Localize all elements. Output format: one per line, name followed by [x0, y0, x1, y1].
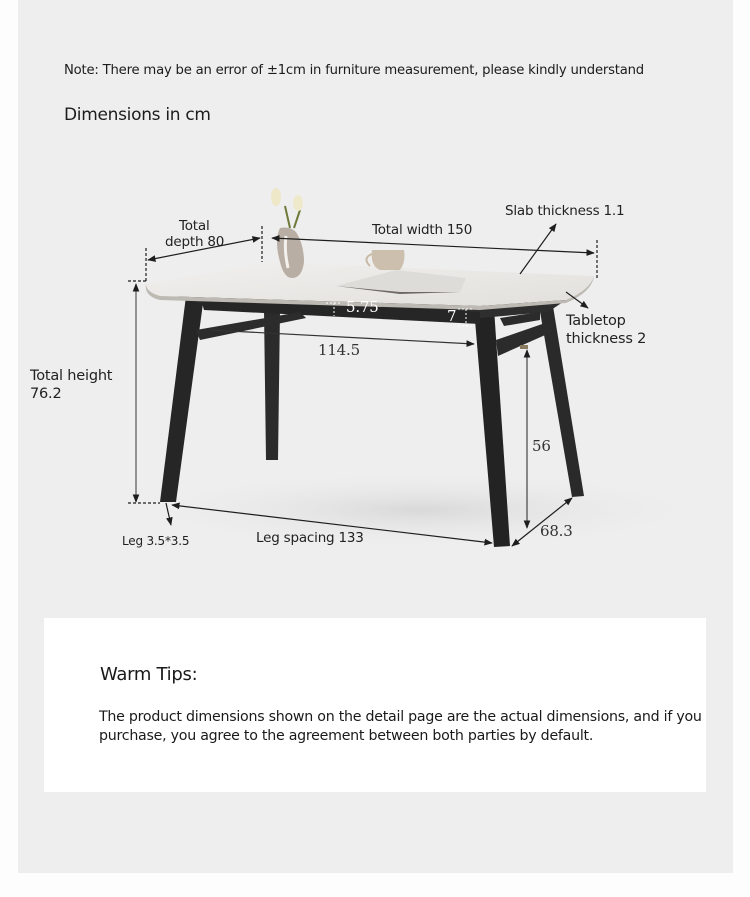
label-inner-length: 114.5: [318, 341, 360, 359]
label-tabletop-thickness-2: thickness 2: [566, 331, 647, 347]
label-total-depth-1: Total: [179, 218, 210, 234]
label-apron-side: 7: [447, 307, 457, 325]
label-slab-thickness: Slab thickness 1.1: [505, 203, 625, 219]
label-total-width: Total width 150: [372, 222, 473, 238]
warm-tips-title: Warm Tips:: [100, 664, 198, 685]
warm-tips-box: [44, 618, 706, 792]
label-apron-height: 5.75: [346, 298, 379, 316]
warm-tips-body: The product dimensions shown on the detail page are the actual dimensions, and if you purchase, you agree to the agreement between both parties by default.: [99, 709, 702, 744]
measurement-note: Note: There may be an error of ±1cm in furniture measurement, please kindly understand: [64, 63, 644, 78]
dimensions-title: Dimensions in cm: [64, 105, 211, 125]
label-tabletop-thickness-1: Tabletop: [566, 313, 626, 329]
label-leg-size: Leg 3.5*3.5: [122, 534, 190, 548]
label-leg-spacing: Leg spacing 133: [256, 530, 364, 546]
label-clearance-height: 56: [532, 437, 551, 455]
label-total-depth-2: depth 80: [165, 234, 225, 250]
label-total-height-2: 76.2: [30, 386, 62, 402]
label-total-height-1: Total height: [30, 368, 113, 384]
label-leg-spacing-depth: 68.3: [540, 522, 573, 540]
